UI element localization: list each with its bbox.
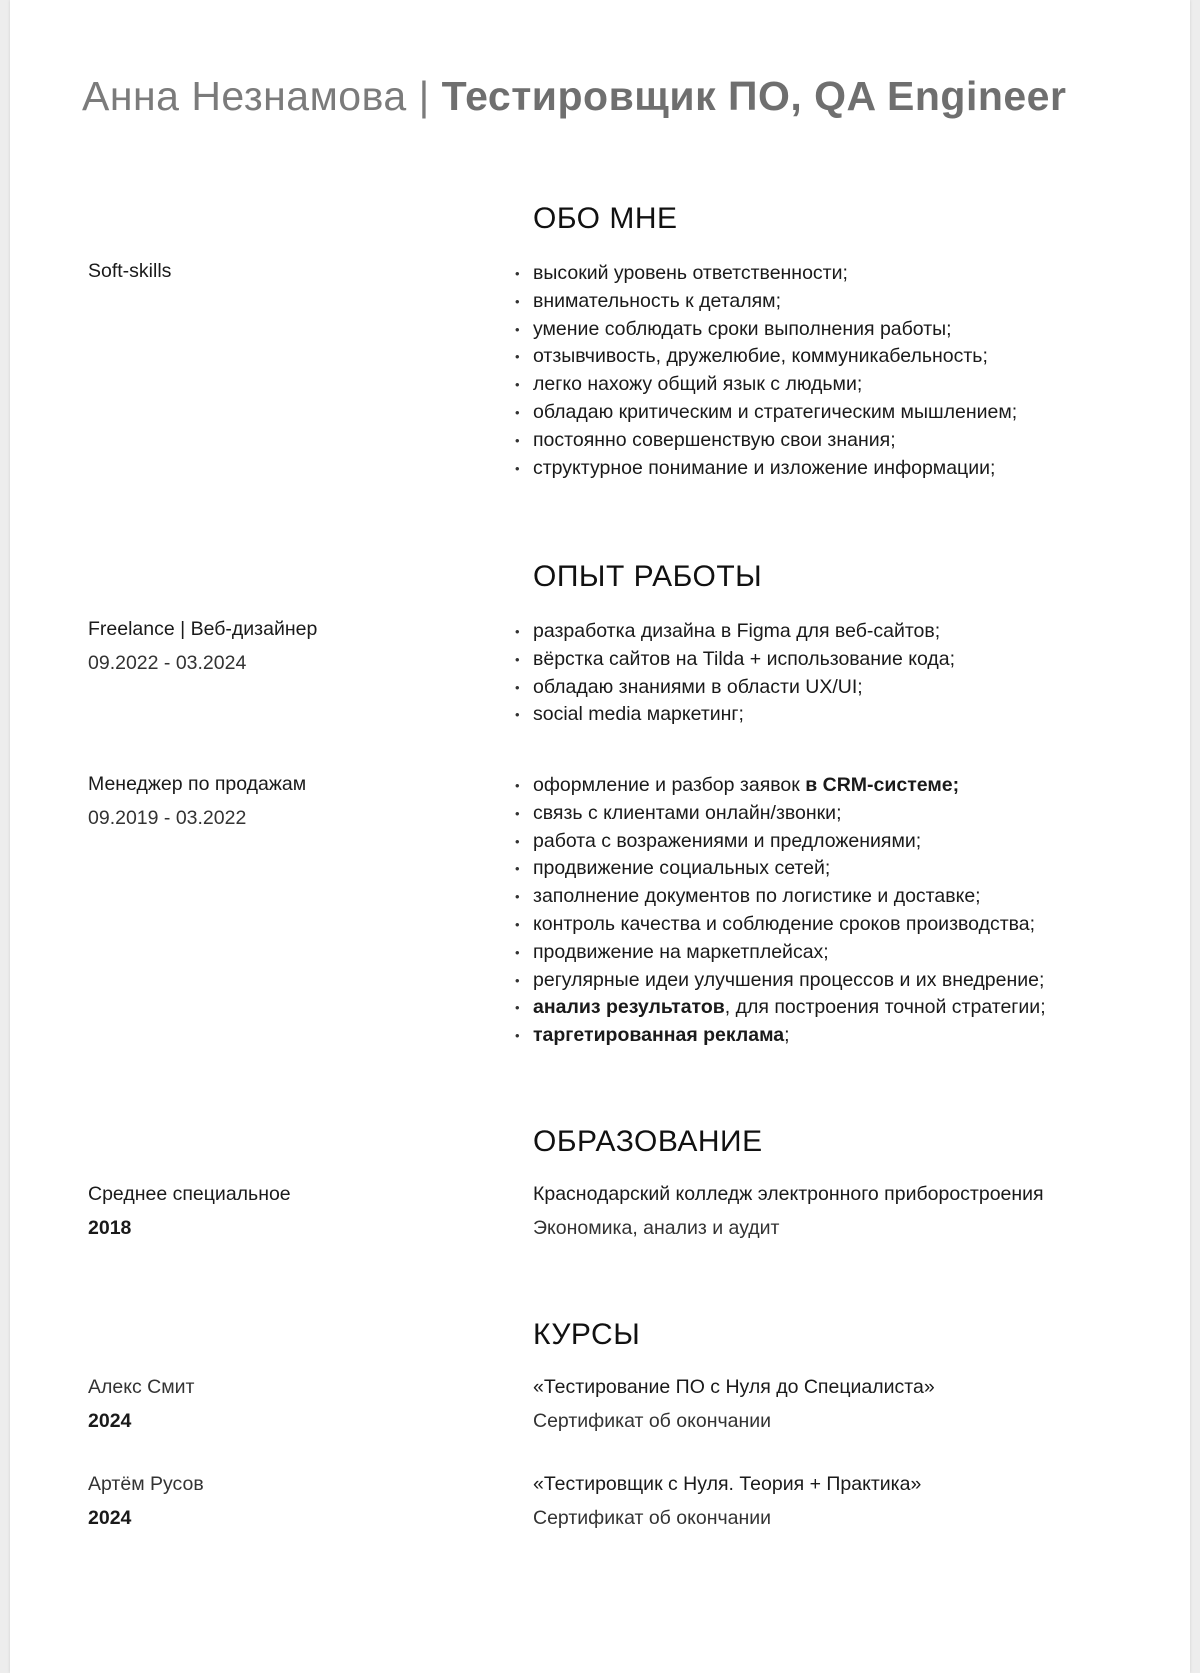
list-item: • таргетированная реклама;: [515, 1022, 1046, 1050]
list-item: • обладаю критическим и стратегическим мышлением;: [515, 399, 1017, 427]
list-item: • разработка дизайна в Figma для веб-сайтов;: [515, 618, 955, 646]
course-year: 2024: [88, 1507, 132, 1529]
course-note: Сертификат об окончании: [533, 1507, 772, 1529]
course-title: «Тестировщик с Нуля. Теория + Практика»: [533, 1473, 922, 1495]
list-item: • связь с клиентами онлайн/звонки;: [515, 800, 1046, 828]
list-item: • умение соблюдать сроки выполнения работы;: [515, 316, 1017, 344]
list-item: • обладаю знаниями в области UX/UI;: [515, 674, 955, 702]
resume-title: [82, 72, 1066, 121]
education-institution: Краснодарский колледж электронного приборостроения: [533, 1183, 1044, 1205]
list-item: • контроль качества и соблюдение сроков производства;: [515, 911, 1046, 939]
course-author: Алекс Смит: [88, 1376, 195, 1398]
job-title: Freelance | Веб-дизайнер: [88, 618, 318, 640]
soft-skills-label: Soft-skills: [88, 260, 172, 282]
education-specialty: Экономика, анализ и аудит: [533, 1217, 780, 1239]
candidate-name: Анна Незнамова: [82, 73, 407, 119]
resume-page: [10, 0, 1190, 1673]
list-item: • высокий уровень ответственности;: [515, 260, 1017, 288]
list-item: • легко нахожу общий язык с людьми;: [515, 371, 1017, 399]
list-item: • вёрстка сайтов на Tilda + использование кода;: [515, 646, 955, 674]
experience-heading: ОПЫТ РАБОТЫ: [533, 560, 763, 593]
candidate-role: Тестировщик ПО, QA Engineer: [441, 73, 1067, 119]
list-item: • заполнение документов по логистике и доставке;: [515, 883, 1046, 911]
job-duties-list: [515, 772, 1046, 1050]
education-year: 2018: [88, 1217, 132, 1239]
list-item: • внимательность к деталям;: [515, 288, 1017, 316]
course-year: 2024: [88, 1410, 132, 1432]
list-item: • продвижение социальных сетей;: [515, 855, 1046, 883]
list-item: • постоянно совершенствую свои знания;: [515, 427, 1017, 455]
course-title: «Тестирование ПО с Нуля до Специалиста»: [533, 1376, 935, 1398]
about-heading: ОБО МНЕ: [533, 202, 678, 235]
education-heading: ОБРАЗОВАНИЕ: [533, 1125, 763, 1158]
job-title: Менеджер по продажам: [88, 773, 307, 795]
list-item: • отзывчивость, дружелюбие, коммуникабельность;: [515, 343, 1017, 371]
job-duties-list: [515, 618, 955, 729]
soft-skills-list: [515, 260, 1017, 482]
list-item: • оформление и разбор заявок в CRM-системе;: [515, 772, 1046, 800]
courses-heading: КУРСЫ: [533, 1318, 641, 1351]
list-item: • social media маркетинг;: [515, 701, 955, 729]
list-item: • структурное понимание и изложение информации;: [515, 455, 1017, 483]
job-period: 09.2019 - 03.2022: [88, 807, 247, 829]
education-level: Среднее специальное: [88, 1183, 291, 1205]
course-author: Артём Русов: [88, 1473, 204, 1495]
list-item: • регулярные идеи улучшения процессов и их внедрение;: [515, 967, 1046, 995]
job-period: 09.2022 - 03.2024: [88, 652, 247, 674]
list-item: • работа с возражениями и предложениями;: [515, 828, 1046, 856]
course-note: Сертификат об окончании: [533, 1410, 772, 1432]
list-item: • продвижение на маркетплейсах;: [515, 939, 1046, 967]
list-item: • анализ результатов, для построения точной стратегии;: [515, 994, 1046, 1022]
title-separator: |: [406, 73, 442, 119]
